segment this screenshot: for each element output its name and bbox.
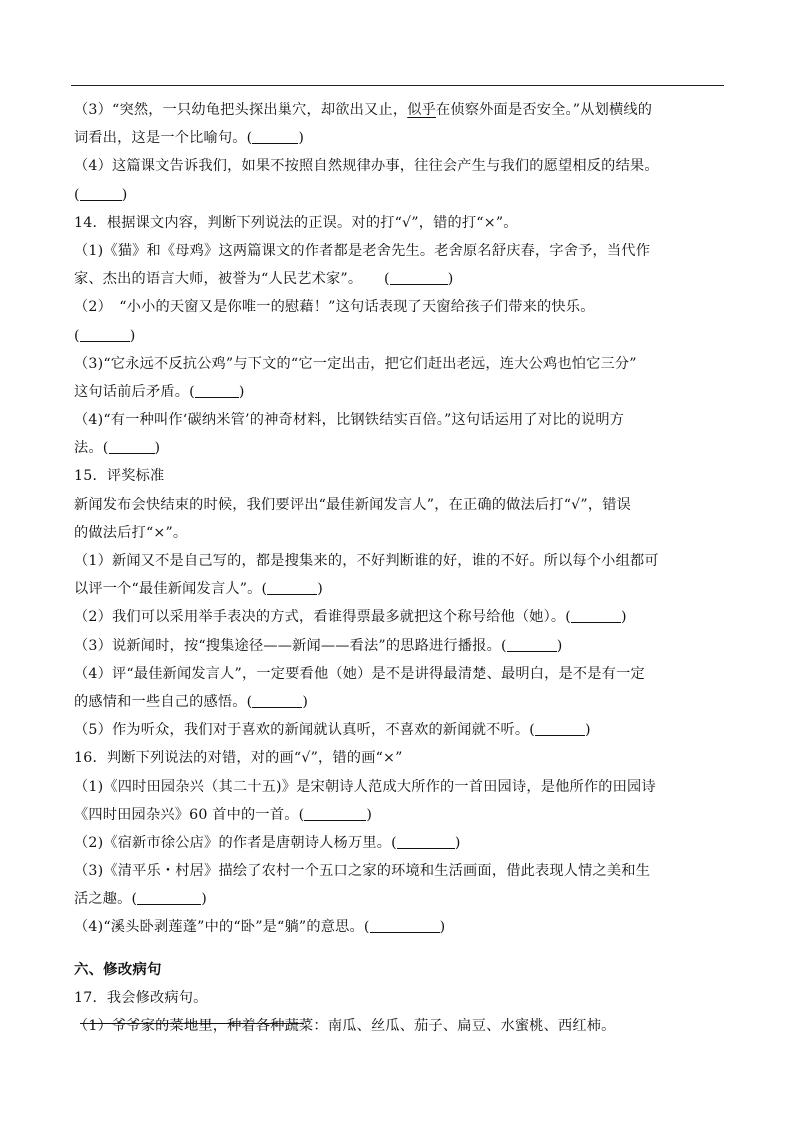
document-body bbox=[74, 96, 724, 1040]
q16-item3-line1: （3)《清平乐・村居》描绘了农村一个五口之家的环境和生活画面，借此表现人情之美和生 bbox=[74, 863, 651, 880]
answer-blank[interactable] bbox=[109, 439, 155, 454]
q16-item1-line2: 《四时田园杂兴》60 首中的一首。( ) bbox=[74, 806, 373, 823]
q15-item3-line: （3）说新闻时，按“搜集途径——新闻——看法”的思路进行播报。( ) bbox=[74, 637, 563, 654]
q17-item1-line: （1）爷爷家的菜地里，种着各种蔬菜：南瓜、丝瓜、茄子、扁豆、水蜜桃、西红柿。 bbox=[74, 1018, 616, 1034]
answer-blank[interactable] bbox=[80, 186, 122, 201]
q14-item1-line2: 家、杰出的语言大师，被誉为“人民艺术家”。 ( ) bbox=[74, 271, 454, 288]
answer-blank[interactable] bbox=[390, 270, 448, 285]
q15-item5-line: （5）作为听众，我们对于喜欢的新闻就认真听，不喜欢的新闻就不听。( ) bbox=[74, 722, 591, 739]
section-six-title: 六、修改病句 bbox=[74, 961, 162, 978]
q16-item3-line2: 活之趣。( ) bbox=[74, 891, 208, 908]
q16-item4-line: （4)“溪头卧剥莲蓬”中的“卧”是“躺”的意思。( ) bbox=[74, 919, 446, 936]
answer-blank[interactable] bbox=[370, 918, 440, 933]
q15-intro-line1: 新闻发布会快结束的时候，我们要评出“最佳新闻发言人”，在正确的做法后打“√”，错误 bbox=[74, 496, 632, 513]
q13-item3-line1: （3）“突然，一只幼龟把头探出巢穴，却欲出又止，似乎在侦察外面是否安全。”从划横线的 bbox=[74, 102, 653, 118]
q15-item1-line1: （1）新闻又不是自己写的，都是搜集来的，不好判断谁的好，谁的不好。所以每个小组都可 bbox=[74, 553, 659, 569]
q15-item2-line: （2）我们可以采用举手表决的方式，看谁得票最多就把这个称号给他（她）。( ) bbox=[74, 609, 627, 626]
q15-item4-line2: 的感情和一些自己的感悟。( ) bbox=[74, 693, 309, 710]
answer-blank[interactable] bbox=[571, 608, 621, 623]
answer-blank[interactable] bbox=[252, 693, 302, 708]
q13-item3-line2: 词看出，这是一个比喻句。( ) bbox=[74, 130, 305, 147]
answer-blank[interactable] bbox=[267, 580, 317, 595]
q14-item3-line2: 这句话前后矛盾。( ) bbox=[74, 383, 245, 400]
q15-title: 15．评奖标准 bbox=[74, 468, 165, 485]
answer-blank[interactable] bbox=[507, 637, 557, 652]
q13-item4-line1: （4）这篇课文告诉我们，如果不按照自然规律办事，往往会产生与我们的愿望相反的结果。 bbox=[74, 158, 659, 175]
underlined-word: 似乎 bbox=[407, 102, 436, 118]
q16-item2-line: （2)《宿新市徐公店》的作者是唐朝诗人杨万里。( ) bbox=[74, 834, 461, 851]
q15-item4-line1: （4）评“最佳新闻发言人”，一定要看他（她）是不是讲得最清楚、最明白，是不是有一定 bbox=[74, 665, 645, 682]
answer-writing-line[interactable] bbox=[80, 1023, 304, 1024]
q13-item4-line2: ( ) bbox=[74, 186, 128, 203]
q14-item3-line1: （3)“它永远不反抗公鸡”与下文的“它一定出击，把它们赶出老远，连大公鸡也怕它三分” bbox=[74, 355, 637, 372]
q14-title: 14．根据课文内容，判断下列说法的正误。对的打“√”，错的打“×”。 bbox=[74, 214, 518, 231]
answer-blank[interactable] bbox=[137, 890, 201, 905]
q16-item1-line1: （1)《四时田园杂兴（其二十五)》是宋朝诗人范成大所作的一首田园诗，是他所作的田园诗 bbox=[74, 778, 656, 795]
q16-title: 16．判断下列说法的对错，对的画“√”，错的画“×” bbox=[74, 750, 403, 767]
section-gap bbox=[74, 942, 724, 956]
q17-title: 17．我会修改病句。 bbox=[74, 989, 208, 1006]
q15-intro-line2: 的做法后打“×”。 bbox=[74, 524, 188, 541]
q15-item1-line2: 以评一个“最佳新闻发言人”。( ) bbox=[74, 581, 324, 598]
answer-blank[interactable] bbox=[252, 129, 298, 144]
q14-item1-line1: （1)《猫》和《母鸡》这两篇课文的作者都是老舍先生。老舍原名舒庆春，字舍予，当代作 bbox=[74, 242, 651, 259]
q14-item4-line1: （4)“有一种叫作‘碳纳米管’的神奇材料，比钢铁结实百倍。”这句话运用了对比的说明方 bbox=[74, 412, 625, 429]
q14-item4-line2: 法。( ) bbox=[74, 440, 161, 457]
q14-item2-line1: （2） “小小的天窗又是你唯一的慰藉！”这句话表现了天窗给孩子们带来的快乐。 bbox=[74, 299, 595, 316]
q14-item2-line2: ( ) bbox=[74, 327, 136, 344]
answer-blank[interactable] bbox=[397, 834, 455, 849]
answer-blank[interactable] bbox=[195, 383, 239, 398]
header-rule bbox=[71, 85, 724, 86]
answer-blank[interactable] bbox=[535, 721, 585, 736]
answer-blank[interactable] bbox=[304, 806, 366, 821]
answer-blank[interactable] bbox=[80, 327, 130, 342]
